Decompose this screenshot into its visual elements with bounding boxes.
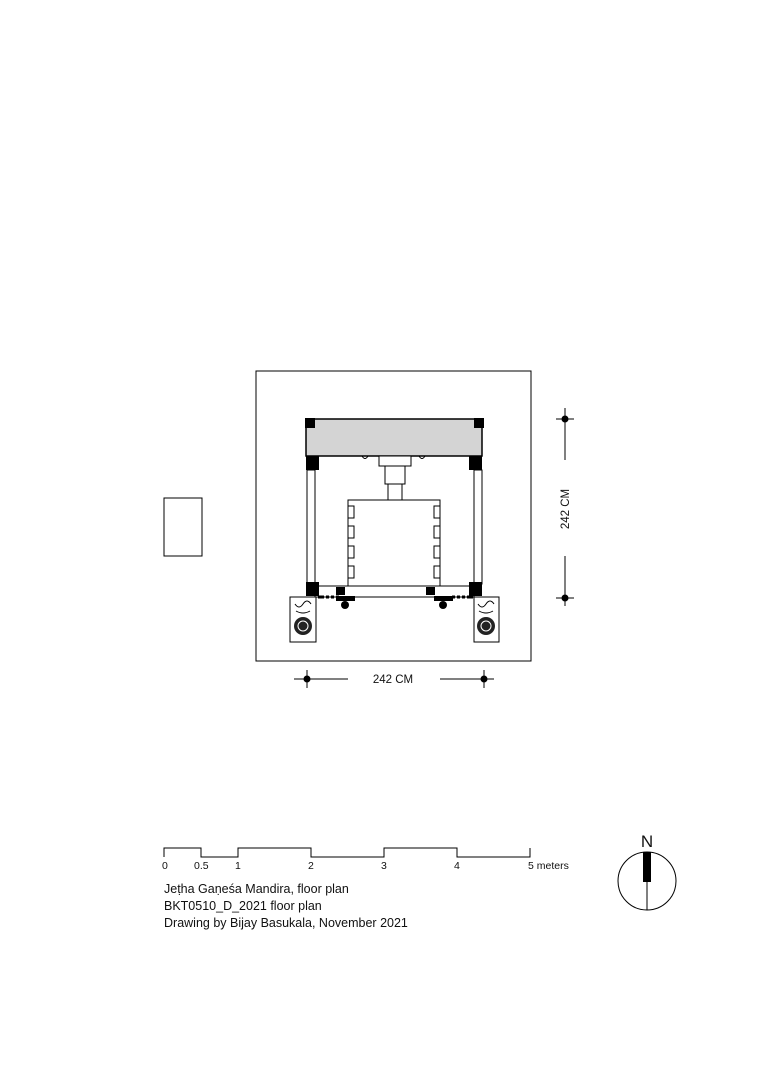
side-block: [164, 498, 202, 556]
finial-west: [336, 596, 355, 609]
scale-tick-5: 5 meters: [528, 860, 569, 872]
pillar-nw: [306, 456, 319, 470]
scale-tick-4: 4: [454, 860, 460, 872]
west-wall: [307, 470, 315, 584]
north-label: N: [640, 832, 654, 851]
corner-pillar-ne-top: [474, 418, 484, 428]
drawing-title: Jeṭha Gaṇeśa Mandira, floor plan: [164, 882, 349, 896]
scale-bar: [164, 848, 530, 857]
drawing-id: BKT0510_D_2021 floor plan: [164, 899, 322, 913]
north-arrow: [618, 852, 676, 910]
dimension-height-label: 242 CM: [560, 488, 572, 530]
pillar-se: [469, 582, 482, 596]
scale-tick-3: 3: [381, 860, 387, 872]
scale-tick-0: 0: [162, 860, 168, 872]
scale-bar-ticks: [162, 860, 569, 872]
scale-tick-0-5: 0.5: [194, 860, 209, 872]
corner-pillar-nw-top: [305, 418, 315, 428]
drawing-credit: Drawing by Bijay Basukala, November 2021: [164, 916, 408, 930]
guardian-lion-east: [474, 597, 499, 642]
scale-tick-1: 1: [235, 860, 241, 872]
rear-wall: [306, 419, 482, 456]
guardian-lion-west: [290, 597, 316, 642]
door-jamb-east: [426, 587, 435, 595]
dimension-width-label: 242 CM: [372, 674, 414, 686]
scale-tick-2: 2: [308, 860, 314, 872]
finial-east: [434, 596, 453, 609]
door-jamb-west: [336, 587, 345, 595]
east-wall: [474, 470, 482, 584]
step-2: [385, 466, 405, 484]
sanctum: [348, 500, 440, 586]
step-3: [388, 484, 402, 500]
pillar-ne: [469, 456, 482, 470]
pillar-sw: [306, 582, 319, 596]
step-1: [379, 456, 411, 466]
